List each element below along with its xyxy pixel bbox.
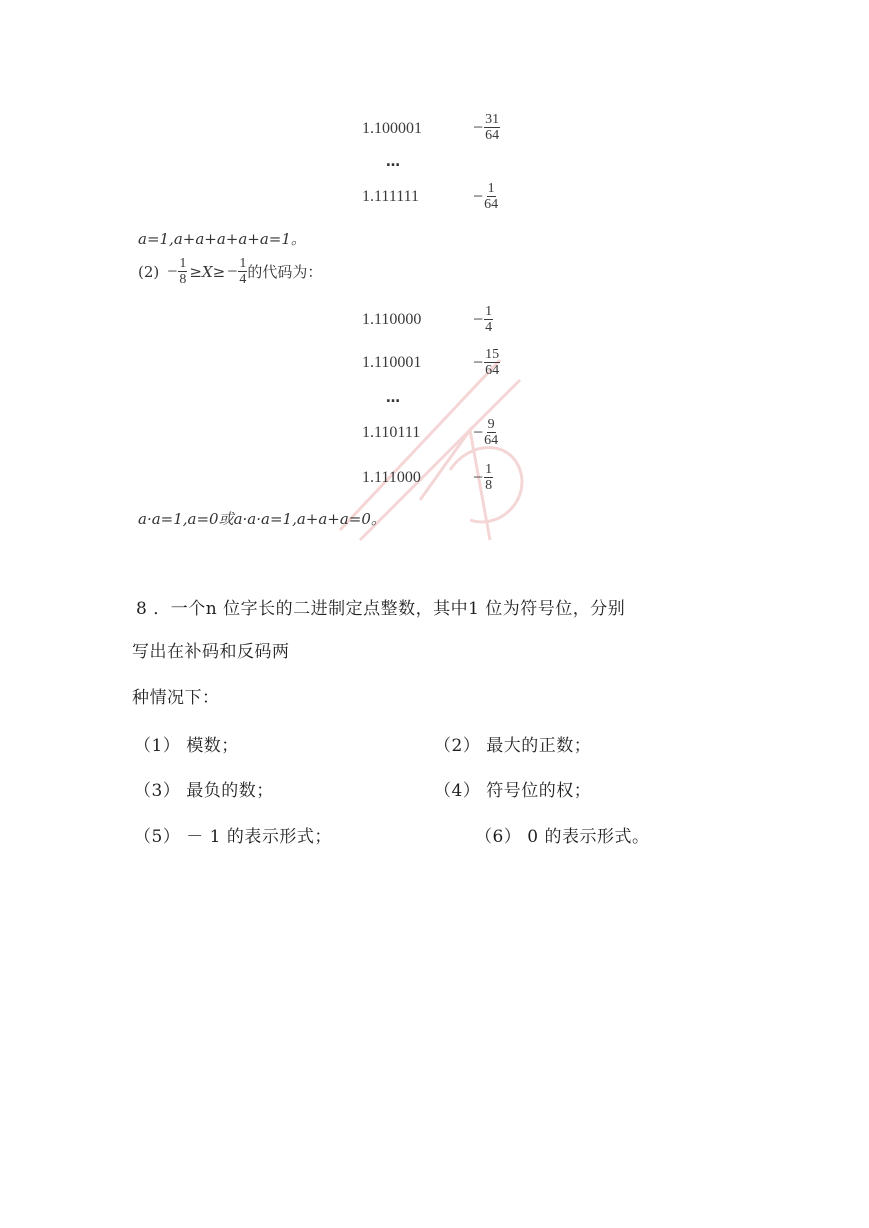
question-item-6: （6） 0 的表示形式。 [475, 827, 650, 847]
fraction-denominator: 8 [485, 478, 493, 493]
fraction-numerator: 1 [485, 304, 493, 319]
ellipsis-1: … [386, 154, 401, 170]
equation-1: a=1,a+a+a+a+a=1。 [138, 230, 306, 248]
fraction-denominator: 64 [484, 433, 499, 448]
question-item-5: （5） － 1 的表示形式； [134, 827, 332, 847]
fraction [484, 462, 493, 493]
fraction-denominator: 64 [484, 197, 499, 212]
value-row-6 [473, 462, 493, 493]
fraction-numerator: 1 [239, 256, 247, 271]
value-row-5 [473, 417, 498, 448]
fraction-numerator: 1 [485, 462, 493, 477]
fraction-denominator: 4 [239, 272, 247, 287]
fraction-numerator: 15 [485, 347, 500, 362]
sub-item-suffix: 的代码为： [247, 263, 323, 281]
code-row-6: 1.111000 [362, 469, 421, 486]
fraction [484, 112, 500, 143]
equation-2: a·a=1,a=0或a·a·a=1,a+a+a=0。 [138, 510, 386, 528]
value-row-1 [473, 112, 500, 143]
fraction-denominator: 4 [485, 320, 493, 335]
minus-sign: − [167, 261, 178, 281]
sub-item-prefix: (2) [138, 262, 160, 281]
value-row-4 [473, 347, 500, 378]
fraction [484, 304, 493, 335]
minus-sign: − [473, 309, 484, 329]
question-item-1: （1） 模数； [134, 736, 239, 756]
question-line-1: 8 ．一个n 位字长的二进制定点整数，其中1 位为符号位，分别 [136, 599, 626, 619]
fraction [484, 181, 498, 212]
question-item-3: （3） 最负的数； [134, 781, 274, 801]
fraction-numerator: 31 [485, 112, 500, 127]
fraction [238, 256, 247, 287]
question-line-2: 写出在补码和反码两 [132, 642, 290, 662]
fraction-denominator: 64 [485, 128, 500, 143]
value-row-3 [473, 304, 493, 335]
code-row-3: 1.110000 [362, 311, 422, 328]
minus-sign: − [473, 186, 484, 206]
ellipsis-2: … [386, 390, 401, 406]
fraction [484, 417, 498, 448]
code-row-2: 1.111111 [362, 188, 420, 205]
inequality: ≥X≥ [189, 262, 226, 281]
question-line-3: 种情况下： [132, 688, 220, 708]
minus-sign: − [473, 352, 484, 372]
minus-sign: − [473, 467, 484, 487]
fraction [484, 347, 500, 378]
minus-sign: − [227, 261, 238, 281]
fraction [178, 256, 187, 287]
fraction-numerator: 1 [487, 181, 495, 196]
minus-sign: − [473, 422, 484, 442]
value-row-2 [473, 181, 498, 212]
question-item-4: （4） 符号位的权； [434, 781, 592, 801]
fraction-denominator: 8 [179, 272, 187, 287]
fraction-numerator: 9 [487, 417, 495, 432]
code-row-1: 1.100001 [362, 120, 422, 137]
sub-item-2 [138, 256, 322, 287]
fraction-numerator: 1 [179, 256, 187, 271]
fraction-denominator: 64 [485, 363, 500, 378]
code-row-4: 1.110001 [362, 354, 422, 371]
question-item-2: （2） 最大的正数； [434, 736, 592, 756]
minus-sign: − [473, 117, 484, 137]
code-row-5: 1.110111 [362, 424, 421, 441]
